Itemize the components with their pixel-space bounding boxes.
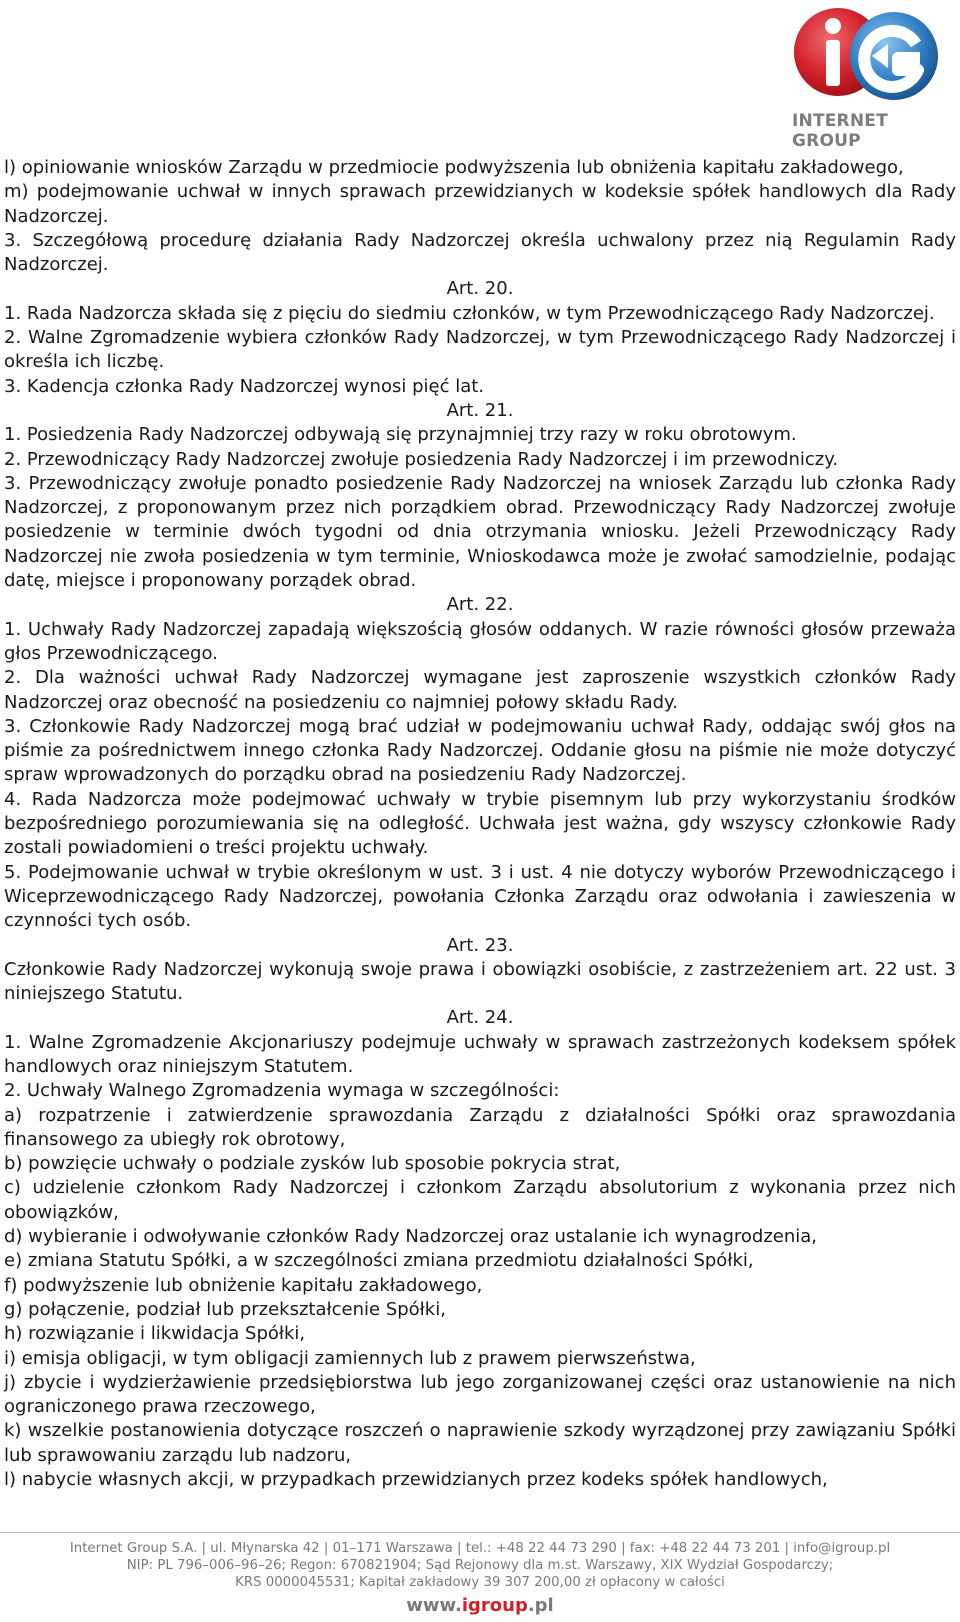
footer-website-link[interactable] (0, 1595, 960, 1617)
paragraph: 2. Uchwały Walnego Zgromadzenia wymaga w szczególności: (4, 1080, 560, 1102)
paragraph: l) opiniowanie wniosków Zarządu w przedmiocie podwyższenia lub obniżenia kapitału zakładowego, (4, 157, 904, 178)
paragraph: h) rozwiązanie i likwidacja Spółki, (4, 1323, 306, 1345)
url-prefix: www. (406, 1595, 462, 1616)
paragraph: Członkowie Rady Nadzorczej wykonują swoje prawa i obowiązki osobiście, z zastrzeżeniem art. 22 ust. 3 niniejszego Statutu. (4, 958, 956, 1005)
paragraph: a) rozpatrzenie i zatwierdzenie sprawozdania Zarządu z działalności Spółki oraz sprawozdania finansowego za ubiegły rok obrotowy, (4, 1104, 956, 1150)
paragraph: l) nabycie własnych akcji, w przypadkach przewidzianych przez kodeks spółek handlowych, (4, 1469, 828, 1491)
url-suffix: .pl (527, 1595, 554, 1616)
page-footer (0, 1540, 960, 1617)
paragraph: d) wybieranie i odwoływanie członków Rady Nadzorczej oraz ustalanie ich wynagrodzenia, (4, 1226, 818, 1248)
paragraph: 2. Dla ważności uchwał Rady Nadzorczej wymagane jest zaproszenie wszystkich członków Rady Nadzorczej oraz obecność na posiedzeniu co najmniej połowy składu Rady. (4, 667, 956, 713)
logo-wordmark: INTERNET GROUP (792, 111, 888, 151)
article-heading: Art. 24. (446, 1007, 514, 1029)
footer-address: Internet Group S.A. | ul. Młynarska 42 | 01–171 Warszawa | tel.: +48 22 44 73 290 | fax: +48 22 44 73 201 | info@igroup.pl (69, 1541, 891, 1556)
article-heading: Art. 21. (446, 399, 514, 421)
paragraph: 2. Przewodniczący Rady Nadzorczej zwołuje posiedzenia Rady Nadzorczej i im przewodniczy. (4, 448, 839, 470)
paragraph: 4. Rada Nadzorcza może podejmować uchwały w trybie pisemnym lub przy wykorzystaniu środków bezpośredniego porozumiewania się na odległość. Uchwała jest ważna, gdy wszyscy członkowie Rady zostali powiadomieni o treści projektu uchwały. (4, 788, 956, 859)
paragraph: 3. Szczegółową procedurę działania Rady Nadzorczej określa uchwalony przez nią Regulamin Rady Nadzorczej. (4, 229, 956, 276)
paragraph: 1. Walne Zgromadzenie Akcjonariuszy podejmuje uchwały w sprawach zastrzeżonych kodeksem spółek handlowych oraz niniejszym Statutem. (4, 1031, 956, 1077)
paragraph: 1. Posiedzenia Rady Nadzorczej odbywają się przynajmniej trzy razy w roku obrotowym. (4, 424, 797, 446)
article-heading: Art. 23. (446, 934, 514, 956)
url-brand: igroup (461, 1595, 528, 1616)
paragraph: g) połączenie, podział lub przekształcenie Spółki, (4, 1298, 446, 1320)
paragraph: 5. Podejmowanie uchwał w trybie określonym w ust. 3 i ust. 4 nie dotyczy wyborów Przewodniczącego i Wiceprzewodniczącego Rady Nadzorczej, powołania Członka Zarządu oraz odwołania i zawieszenia w czynności tych osób. (4, 861, 956, 932)
paragraph: k) wszelkie postanowienia dotyczące roszczeń o naprawienie szkody wyrządzonej przy zawiązaniu Spółki lub sprawowaniu zarządu lub nadzoru, (4, 1420, 956, 1466)
paragraph: 1. Uchwały Rady Nadzorczej zapadają większością głosów oddanych. W razie równości głosów przeważa głos Przewodniczącego. (4, 618, 956, 664)
article-heading: Art. 22. (446, 594, 514, 616)
paragraph: 2. Walne Zgromadzenie wybiera członków Rady Nadzorczej, w tym Przewodniczącego Rady Nadzorczej i określa ich liczbę. (4, 327, 956, 373)
paragraph: f) podwyższenie lub obniżenie kapitału zakładowego, (4, 1274, 483, 1296)
paragraph: m) podejmowanie uchwał w innych sprawach przewidzianych w kodeksie spółek handlowych dla Rady Nadzorczej. (4, 181, 956, 227)
paragraph: 3. Przewodniczący zwołuje ponadto posiedzenie Rady Nadzorczej na wniosek Zarządu lub członka Rady Nadzorczej, z proponowanym przez nich porządkiem obrad. Przewodniczący Rady Nadzorczej zwołuje posiedzenie w terminie dwóch tygodni od dnia otrzymania wniosku. Jeżeli Przewodniczący Rady Nadzorczej nie zwoła posiedzenia w tym terminie, Wnioskodawca może je zwołać samodzielnie, podając datę, miejsce i proponowany porządek obrad. (4, 472, 956, 592)
paragraph: c) udzielenie członkom Rady Nadzorczej i członkom Zarządu absolutorium z wykonania przez nich obowiązków, (4, 1177, 956, 1223)
paragraph: 1. Rada Nadzorcza składa się z pięciu do siedmiu członków, w tym Przewodniczącego Rady Nadzorczej. (4, 302, 935, 324)
paragraph: 3. Członkowie Rady Nadzorczej mogą brać udział w podejmowaniu uchwał Rady, oddając swój głos na piśmie za pośrednictwem innego członka Rady Nadzorczej. Oddanie głosu na piśmie nie może dotyczyć spraw wprowadzonych do porządku obrad na posiedzeniu Rady Nadzorczej. (4, 715, 956, 786)
footer-capital: KRS 0000045531; Kapitał zakładowy 39 307 200,00 zł opłacony w całości (235, 1575, 725, 1590)
paragraph: e) zmiana Statutu Spółki, a w szczególności zmiana przedmiotu działalności Spółki, (4, 1250, 754, 1272)
document-body (4, 156, 956, 1492)
paragraph: i) emisja obligacji, w tym obligacji zamiennych lub z prawem pierwszeństwa, (4, 1347, 696, 1369)
footer-divider (0, 1532, 960, 1533)
footer-registration: NIP: PL 796–006–96–26; Regon: 670821904; Sąd Rejonowy dla m.st. Warszawy, XIX Wydział Gospodarczy; (126, 1558, 834, 1573)
paragraph: j) zbycie i wydzierżawienie przedsiębiorstwa lub jego zorganizowanej części oraz ustanowienie na nich ograniczonego prawa rzeczowego, (4, 1371, 956, 1418)
article-heading: Art. 20. (446, 278, 514, 300)
paragraph: 3. Kadencja członka Rady Nadzorczej wynosi pięć lat. (4, 375, 485, 397)
paragraph: b) powzięcie uchwały o podziale zysków lub sposobie pokrycia strat, (4, 1153, 621, 1175)
